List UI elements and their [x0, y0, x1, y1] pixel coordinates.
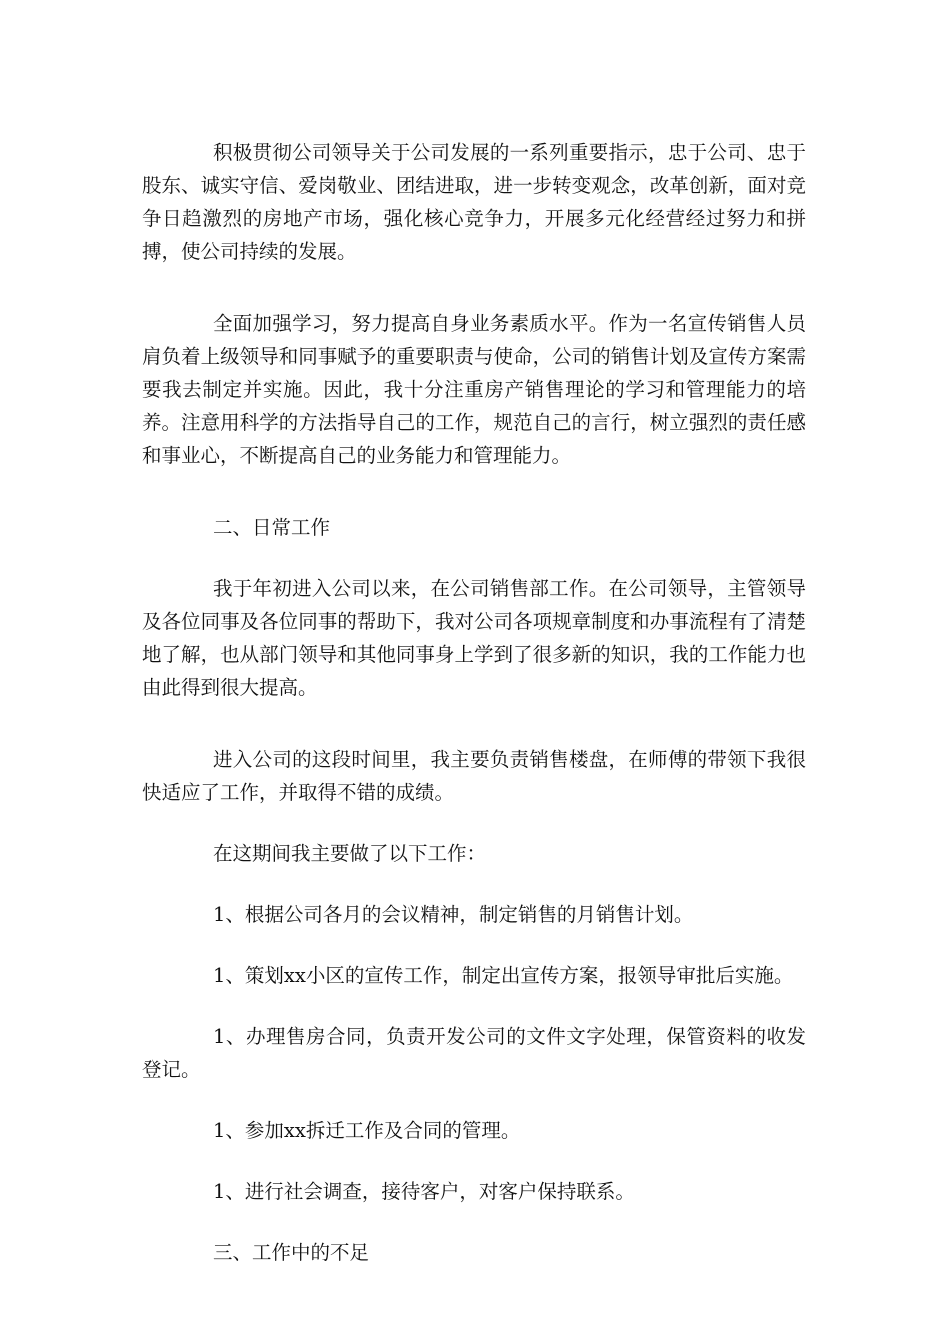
list-item-contracts: 1、办理售房合同，负责开发公司的文件文字处理，保管资料的收发登记。 [142, 1025, 806, 1081]
heading-shortcomings: 三、工作中的不足 [213, 1241, 370, 1264]
paragraph-sales-duty: 进入公司的这段时间里，我主要负责销售楼盘，在师傅的带领下我很快适应了工作，并取得不错的成绩。 [142, 748, 806, 804]
paragraph-company-goals: 积极贯彻公司领导关于公司发展的一系列重要指示，忠于公司、忠于股东、诚实守信、爱岗敬业、团结进取，进一步转变观念，改革创新，面对竞争日趋激烈的房地产市场，强化核心竞争力，开展多元化经营经过努力和拼搏，使公司持续的发展。 [142, 141, 806, 263]
list-item-survey: 1、进行社会调查，接待客户，对客户保持联系。 [213, 1180, 635, 1203]
paragraph-work-intro: 在这期间我主要做了以下工作： [213, 842, 487, 865]
paragraph-joined-company: 我于年初进入公司以来，在公司销售部工作。在公司领导，主管领导及各位同事及各位同事的帮助下，我对公司各项规章制度和办事流程有了清楚地了解，也从部门领导和其他同事身上学到了很多新的知识，我的工作能力也由此得到很大提高。 [142, 577, 806, 699]
list-item-sales-plan: 1、根据公司各月的会议精神，制定销售的月销售计划。 [213, 903, 694, 926]
document-body [142, 136, 806, 1269]
list-item-promotion: 1、策划xx小区的宣传工作，制定出宣传方案，报领导审批后实施。 [213, 964, 794, 987]
paragraph-study: 全面加强学习，努力提高自身业务素质水平。作为一名宣传销售人员肩负着上级领导和同事赋予的重要职责与使命，公司的销售计划及宣传方案需要我去制定并实施。因此，我十分注重房产销售理论的学习和管理能力的培养。注意用科学的方法指导自己的工作，规范自己的言行，树立强烈的责任感和事业心，不断提高自己的业务能力和管理能力。 [142, 312, 806, 467]
list-item-relocation: 1、参加xx拆迁工作及合同的管理。 [213, 1119, 521, 1142]
heading-daily-work: 二、日常工作 [213, 516, 331, 539]
